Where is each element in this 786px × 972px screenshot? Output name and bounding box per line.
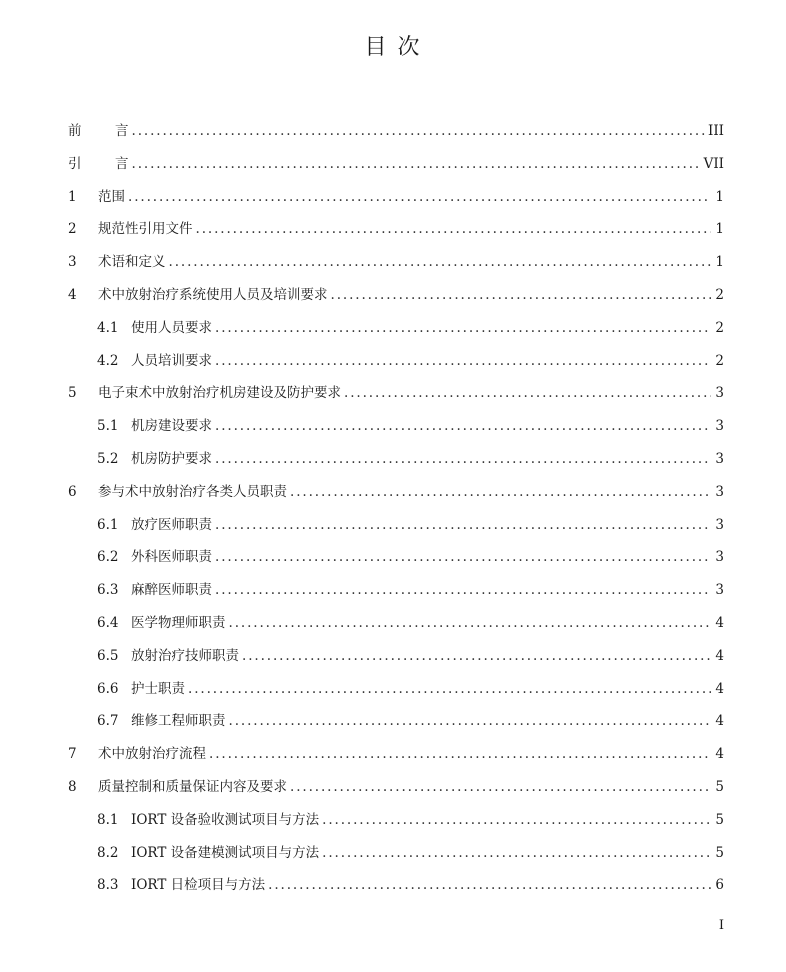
- toc-entry-label: IORT 设备验收测试项目与方法: [131, 811, 320, 828]
- toc-entry[interactable]: [68, 316, 724, 349]
- toc-entry-page: VII: [703, 155, 724, 172]
- toc-leader-dots: [322, 812, 711, 828]
- toc-entry-number: 6: [68, 483, 77, 500]
- toc-leader-dots: [128, 189, 711, 205]
- toc-entry-number: 引: [68, 155, 82, 172]
- toc-entry[interactable]: [68, 808, 724, 841]
- toc-entry-number: 6.3: [97, 582, 119, 599]
- page-title: 目 次: [364, 35, 422, 60]
- toc-entry-label: 言: [115, 155, 129, 172]
- toc-entry-label: 质量控制和质量保证内容及要求: [98, 778, 287, 795]
- toc-entry-page: 1: [715, 221, 724, 238]
- toc-entry[interactable]: [68, 119, 724, 152]
- toc-entry[interactable]: [68, 381, 724, 414]
- toc-entry-label: 放疗医师职责: [131, 516, 212, 533]
- toc-entry-number: 6.2: [97, 549, 119, 566]
- toc-entry-number: 6.6: [97, 680, 119, 697]
- toc-entry-label: 使用人员要求: [131, 319, 212, 336]
- toc-entry-label: 规范性引用文件: [98, 221, 193, 238]
- toc-entry-page: 3: [715, 418, 724, 435]
- toc-entry[interactable]: [68, 447, 724, 480]
- toc-entry-label: 术语和定义: [98, 254, 166, 271]
- toc-leader-dots: [331, 287, 712, 303]
- toc-entry-number: 5.1: [97, 418, 119, 435]
- toc-entry-page: 3: [715, 516, 724, 533]
- toc-entry-number: 5.2: [97, 450, 119, 467]
- toc-entry[interactable]: [68, 677, 724, 710]
- toc-entry-number: 2: [68, 221, 77, 238]
- toc-entry[interactable]: [68, 152, 724, 185]
- toc-entry-number: 8.3: [97, 877, 119, 894]
- toc-entry-label: 术中放射治疗系统使用人员及培训要求: [98, 286, 328, 303]
- toc-leader-dots: [290, 779, 711, 795]
- toc-entry[interactable]: [68, 841, 724, 874]
- toc-entry-label: 术中放射治疗流程: [98, 746, 206, 763]
- toc-entry-label: 维修工程师职责: [131, 713, 226, 730]
- toc-entry[interactable]: [68, 644, 724, 677]
- toc-entry-page: 4: [715, 647, 724, 664]
- toc-entry-label: 机房防护要求: [131, 450, 212, 467]
- toc-entry-label: 言: [115, 123, 129, 139]
- toc-leader-dots: [268, 877, 711, 893]
- toc-leader-dots: [229, 713, 712, 729]
- toc-leader-dots: [169, 254, 712, 270]
- toc-entry-label: IORT 设备建模测试项目与方法: [131, 844, 320, 861]
- toc-entry-page: 1: [715, 188, 724, 205]
- toc-entry-number: 7: [68, 746, 77, 763]
- toc-entry-page: 5: [715, 811, 724, 828]
- toc-entry-number: 前: [68, 123, 82, 139]
- toc-entry-number: 8.1: [97, 811, 119, 828]
- footer-page-number: I: [718, 918, 724, 933]
- toc-entry-number: 1: [68, 188, 77, 205]
- toc-entry-number: 6.7: [97, 713, 119, 730]
- toc-entry-page: 3: [715, 385, 724, 402]
- toc-entry[interactable]: [68, 250, 724, 283]
- toc-entry-page: 1: [715, 254, 724, 271]
- toc-entry-page: 2: [715, 319, 724, 336]
- toc-leader-dots: [344, 385, 711, 401]
- toc-entry[interactable]: [68, 709, 724, 742]
- toc-entry-label: 参与术中放射治疗各类人员职责: [98, 483, 287, 500]
- toc-entry-page: 3: [715, 450, 724, 467]
- toc-leader-dots: [242, 648, 711, 664]
- toc-entry[interactable]: [68, 283, 724, 316]
- toc-entry-label: 范围: [98, 188, 125, 205]
- toc-entry-page: 5: [715, 778, 724, 795]
- toc-entry-number: 6.4: [97, 614, 119, 631]
- toc-leader-dots: [215, 549, 711, 565]
- toc-leader-dots: [209, 746, 711, 762]
- toc-leader-dots: [215, 517, 711, 533]
- toc-entry-number: 4.1: [97, 319, 119, 336]
- toc-entry-number: 8.2: [97, 844, 119, 861]
- toc-entry[interactable]: [68, 349, 724, 382]
- toc-entry[interactable]: [68, 742, 724, 775]
- toc-entry[interactable]: [68, 775, 724, 808]
- toc-leader-dots: [188, 681, 711, 697]
- toc-leader-dots: [196, 221, 712, 237]
- toc-entry-page: 4: [715, 713, 724, 730]
- toc-leader-dots: [132, 156, 701, 172]
- toc-entry-label: 放射治疗技师职责: [131, 647, 239, 664]
- toc-entry-label: 机房建设要求: [131, 418, 212, 435]
- toc-entry[interactable]: [68, 414, 724, 447]
- toc-entry-page: 2: [715, 352, 724, 369]
- toc-entry-page: 4: [715, 614, 724, 631]
- toc-leader-dots: [215, 582, 711, 598]
- toc-entry-number: 4: [68, 286, 77, 303]
- toc-entry-label: 护士职责: [131, 680, 185, 697]
- toc-entry[interactable]: [68, 578, 724, 611]
- toc-entry-page: 3: [715, 582, 724, 599]
- toc-entry[interactable]: [68, 513, 724, 546]
- toc-entry-label: 麻醉医师职责: [131, 582, 212, 599]
- toc-entry-label: 电子束术中放射治疗机房建设及防护要求: [98, 385, 341, 402]
- toc-leader-dots: [215, 353, 711, 369]
- toc-entry-page: 3: [715, 549, 724, 566]
- toc-entry[interactable]: [68, 185, 724, 218]
- toc-leader-dots: [229, 615, 712, 631]
- toc-entry-page: 6: [715, 877, 724, 894]
- toc-entry-label: 医学物理师职责: [131, 614, 226, 631]
- toc-entry-number: 4.2: [97, 352, 119, 369]
- toc-leader-dots: [290, 484, 711, 500]
- toc-leader-dots: [132, 123, 706, 139]
- toc-entry-page: 3: [715, 483, 724, 500]
- toc-entry-number: 6.1: [97, 516, 119, 533]
- toc-entry-number: 5: [68, 385, 77, 402]
- toc-entry-page: 4: [715, 680, 724, 697]
- toc-entry-page: 2: [715, 286, 724, 303]
- toc-entry[interactable]: [68, 480, 724, 513]
- toc-entry-number: 8: [68, 778, 77, 795]
- toc-entry-number: 3: [68, 254, 77, 271]
- toc-entry-page: III: [708, 123, 724, 139]
- toc-leader-dots: [215, 451, 711, 467]
- toc-entry[interactable]: [68, 217, 724, 250]
- toc-entry-page: 4: [715, 746, 724, 763]
- toc-entry[interactable]: [68, 611, 724, 644]
- toc-entry-label: 外科医师职责: [131, 549, 212, 566]
- toc-leader-dots: [215, 418, 711, 434]
- toc-leader-dots: [215, 320, 711, 336]
- toc-entry[interactable]: [68, 545, 724, 578]
- toc-entry[interactable]: [68, 873, 724, 906]
- table-of-contents: [68, 119, 724, 906]
- toc-entry-number: 6.5: [97, 647, 119, 664]
- toc-entry-label: 人员培训要求: [131, 352, 212, 369]
- toc-leader-dots: [322, 845, 711, 861]
- toc-entry-label: IORT 日检项目与方法: [131, 877, 266, 894]
- toc-entry-page: 5: [715, 844, 724, 861]
